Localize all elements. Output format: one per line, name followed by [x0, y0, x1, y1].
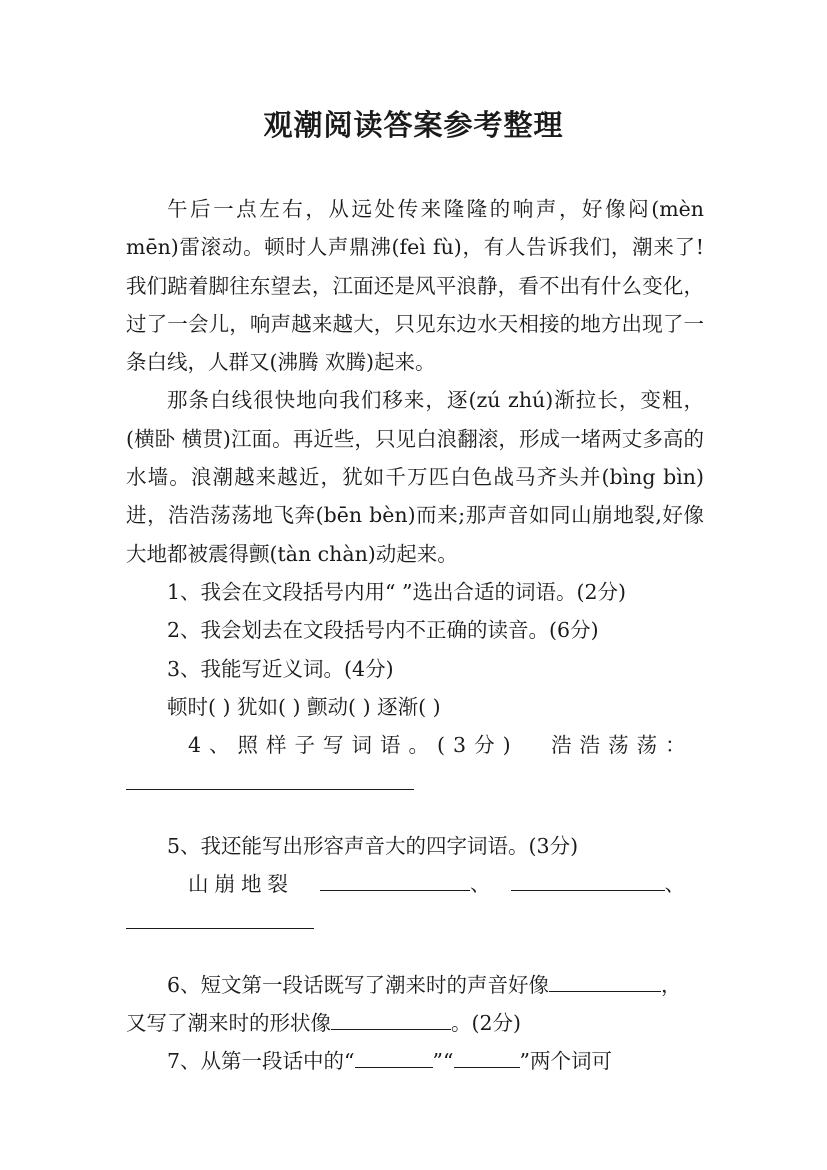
q6-text-d: 。(2分)	[451, 1010, 522, 1035]
question-4-answer-line	[126, 764, 704, 802]
answer-blank[interactable]	[511, 870, 665, 891]
question-6-continued	[126, 1004, 704, 1042]
question-3: 3、我能写近义词。(4分)	[167, 656, 394, 681]
answer-blank[interactable]	[454, 1047, 520, 1068]
answer-blank[interactable]	[355, 1047, 433, 1068]
document-body	[126, 190, 704, 1081]
spacer	[126, 942, 704, 966]
question-3-items: 顿时( ) 犹如( ) 颤动( ) 逐渐( )	[167, 694, 441, 719]
question-6	[126, 966, 704, 1004]
q5-example-word: 山崩地裂	[188, 872, 294, 897]
q7-text-a: 7、从第一段话中的“	[167, 1049, 355, 1074]
question-7	[126, 1042, 704, 1080]
spacer	[126, 803, 704, 827]
question-4: 4、照样子写词语。(3分) 浩浩荡荡：	[188, 733, 694, 758]
q7-text-c: ”两个词可	[519, 1049, 612, 1074]
question-5: 5、我还能写出形容声音大的四字词语。(3分)	[167, 833, 579, 858]
answer-blank[interactable]	[331, 1009, 451, 1030]
question-2: 2、我会划去在文段括号内不正确的读音。(6分)	[167, 618, 599, 643]
separator: 、	[664, 872, 691, 897]
question-5-answer-row	[126, 865, 704, 903]
passage-paragraph-2: 那条白线很快地向我们移来，逐(zú zhú)渐拉长，变粗，(横卧 横贯)江面。再近些，只见白浪翻滚，形成一堵两丈多高的水墙。浪潮越来越近，犹如千万匹白色战马齐头并(bìng bìn)进，浩浩荡荡地飞奔(bēn bèn)而来;那声音如同山崩地裂,好像大地都被震得颤(tàn chàn)动起来。	[126, 388, 704, 566]
passage-paragraph-1: 午后一点左右，从远处传来隆隆的响声，好像闷(mèn mēn)雷滚动。顿时人声鼎沸(feì fù)，有人告诉我们，潮来了!我们踮着脚往东望去，江面还是风平浪静，看不出有什么变化，过了一会儿，响声越来越大，只见东边水天相接的地方出现了一条白线，人群又(沸腾 欢腾)起来。	[126, 197, 704, 375]
question-5-answer-line	[126, 903, 704, 941]
separator: 、	[470, 872, 497, 897]
q6-text-a: 6、短文第一段话既写了潮来时的声音好像	[167, 972, 550, 997]
q7-text-b: ”“	[432, 1049, 454, 1074]
q6-text-c: 又写了潮来时的形状像	[126, 1010, 331, 1035]
question-1: 1、我会在文段括号内用“ ”选出合适的词语。(2分)	[167, 579, 627, 604]
answer-blank[interactable]	[549, 971, 661, 992]
answer-blank[interactable]	[126, 908, 314, 929]
document-title: 观潮阅读答案参考整理	[263, 108, 564, 142]
answer-blank[interactable]	[126, 769, 414, 790]
answer-blank[interactable]	[320, 870, 470, 891]
q6-text-b: ，	[661, 972, 682, 997]
